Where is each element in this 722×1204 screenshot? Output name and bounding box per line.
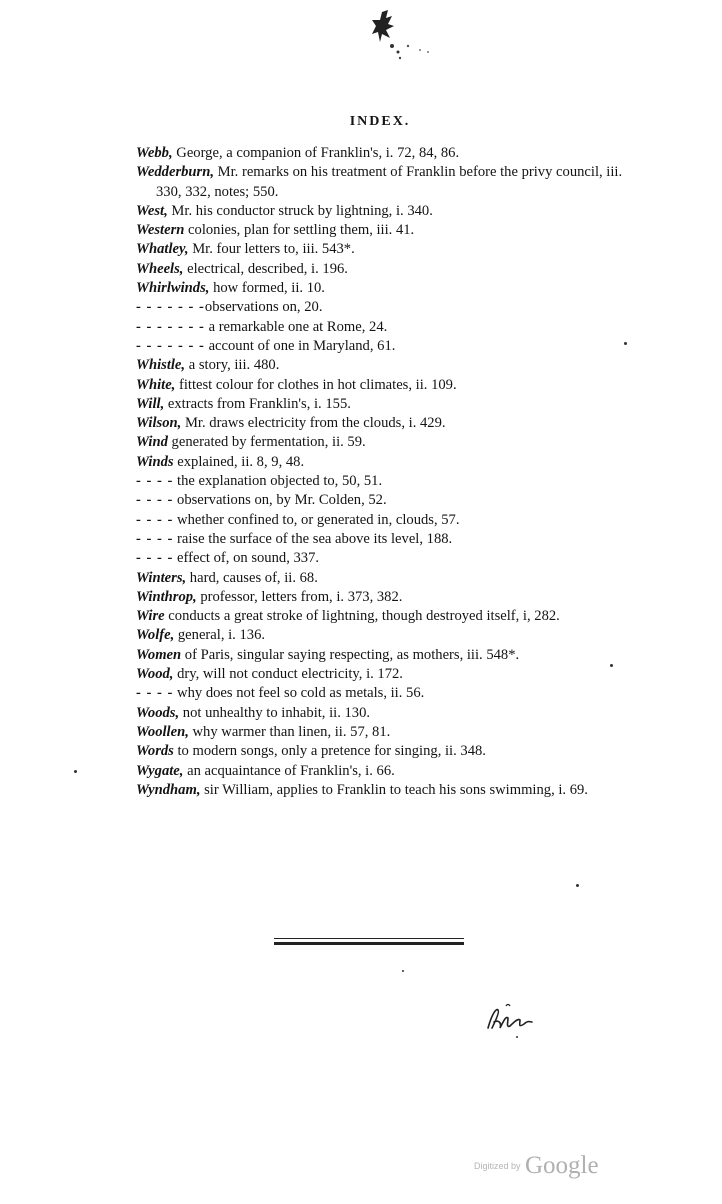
entry-dash: - - - - xyxy=(136,685,174,702)
index-entry xyxy=(136,240,636,259)
index-entry xyxy=(136,221,636,240)
index-entry xyxy=(136,723,636,742)
entry-text: sir William, applies to Franklin to teach his sons swimming, i. 69. xyxy=(200,781,588,798)
entry-text: generated by fermentation, ii. 59. xyxy=(167,434,366,451)
index-entries xyxy=(136,144,636,800)
index-subentry xyxy=(136,491,636,510)
entry-head: Winds xyxy=(136,453,174,470)
index-entry xyxy=(136,762,636,781)
entry-head: Whirlwinds, xyxy=(136,280,210,297)
index-entry xyxy=(136,704,636,723)
index-subentry xyxy=(136,298,636,317)
index-entry xyxy=(136,279,636,298)
entry-text: not unhealthy to inhabit, ii. 130. xyxy=(179,704,371,721)
entry-head: Winthrop, xyxy=(136,588,197,605)
entry-text: raise the surface of the sea above its level, 188. xyxy=(173,530,453,547)
entry-text: dry, will not conduct electricity, i. 172. xyxy=(173,666,403,683)
entry-text: why does not feel so cold as metals, ii. 56. xyxy=(173,685,425,702)
page-heading: INDEX. xyxy=(349,114,411,129)
entry-text: George, a companion of Franklin's, i. 72, 84, 86. xyxy=(172,145,460,161)
speck-mark xyxy=(624,342,627,345)
speck-mark xyxy=(576,884,579,887)
entry-text: conducts a great stroke of lightning, though destroyed itself, i, 282. xyxy=(164,608,560,625)
entry-head: Woollen, xyxy=(136,723,189,740)
entry-head: Wolfe, xyxy=(136,627,175,644)
handwritten-mark-icon xyxy=(484,1000,534,1034)
entry-head: Whatley, xyxy=(136,241,189,258)
entry-text: Mr. his conductor struck by lightning, i. 340. xyxy=(167,202,433,219)
index-entry xyxy=(136,163,636,202)
entry-text: Mr. remarks on his treatment of Franklin before the privy council, iii. 330, 332, notes; 550. xyxy=(156,164,623,200)
index-subentry xyxy=(136,511,636,530)
index-entry xyxy=(136,376,636,395)
entry-dash: - - - - xyxy=(136,492,174,509)
entry-dash: - - - - xyxy=(136,530,174,547)
entry-dash: - - - - xyxy=(136,473,174,490)
index-entry xyxy=(136,414,636,433)
speck-mark xyxy=(516,1036,518,1038)
entry-dash: - - - - xyxy=(136,511,174,528)
entry-text: effect of, on sound, 337. xyxy=(173,550,320,567)
entry-head: Wheels, xyxy=(136,260,184,277)
index-entry xyxy=(136,646,636,665)
entry-text: to modern songs, only a pretence for singing, ii. 348. xyxy=(173,743,486,760)
entry-text: explained, ii. 8, 9, 48. xyxy=(173,453,305,470)
entry-head: West, xyxy=(136,202,168,219)
entry-text: hard, causes of, ii. 68. xyxy=(186,569,318,586)
entry-text: whether confined to, or generated in, clouds, 57. xyxy=(173,511,460,528)
index-subentry xyxy=(136,337,636,356)
entry-dash: - - - - xyxy=(136,550,174,567)
entry-head: Woods, xyxy=(136,704,180,721)
entry-head: Words xyxy=(136,743,174,760)
entry-dash: - - - - - - - xyxy=(136,299,205,316)
index-subentry xyxy=(136,530,636,549)
ornament-icon xyxy=(372,6,442,64)
index-entry xyxy=(136,260,636,279)
entry-text: fittest colour for clothes in hot climates, ii. 109. xyxy=(175,376,457,393)
entry-text: a story, iii. 480. xyxy=(185,357,280,374)
entry-text: colonies, plan for settling them, iii. 41. xyxy=(184,222,415,239)
index-entry xyxy=(136,395,636,414)
entry-text: the explanation objected to, 50, 51. xyxy=(173,473,383,490)
entry-head: Wood, xyxy=(136,666,174,683)
entry-text: a remarkable one at Rome, 24. xyxy=(204,318,388,335)
index-entry xyxy=(136,144,636,163)
digitized-by-label: Digitized by xyxy=(474,1161,521,1171)
index-entry xyxy=(136,569,636,588)
index-subentry xyxy=(136,549,636,568)
index-subentry xyxy=(136,318,636,337)
entry-head: Women xyxy=(136,646,182,663)
index-entry xyxy=(136,202,636,221)
entry-text: general, i. 136. xyxy=(174,627,266,644)
google-logo: Google xyxy=(524,1152,599,1179)
entry-text: how formed, ii. 10. xyxy=(209,280,325,297)
divider-rule xyxy=(274,938,464,939)
index-entry xyxy=(136,665,636,684)
entry-head: White, xyxy=(136,376,176,393)
entry-dash: - - - - - - - xyxy=(136,318,205,335)
entry-head: Whistle, xyxy=(136,357,186,374)
entry-head: Wedderburn, xyxy=(136,164,214,181)
entry-head: Western xyxy=(136,222,185,239)
entry-text: of Paris, singular saying respecting, as mothers, iii. 548*. xyxy=(181,646,520,663)
index-entry xyxy=(136,742,636,761)
entry-text: account of one in Maryland, 61. xyxy=(204,337,396,354)
divider-rule-thick xyxy=(274,942,464,945)
entry-text: Mr. draws electricity from the clouds, i. 429. xyxy=(181,415,446,432)
entry-head: Will, xyxy=(136,395,165,412)
entry-text: an acquaintance of Franklin's, i. 66. xyxy=(183,762,395,779)
index-entry xyxy=(136,588,636,607)
digitized-watermark xyxy=(474,1152,599,1180)
index-entry xyxy=(136,453,636,472)
speck-mark xyxy=(402,970,404,972)
index-subentry xyxy=(136,684,636,703)
entry-dash: - - - - - - - xyxy=(136,337,205,354)
entry-text: Mr. four letters to, iii. 543*. xyxy=(188,241,355,258)
index-subentry xyxy=(136,472,636,491)
entry-text: extracts from Franklin's, i. 155. xyxy=(164,395,351,412)
speck-mark xyxy=(74,770,77,773)
entry-head: Wind xyxy=(136,434,168,451)
entry-head: Wilson, xyxy=(136,415,182,432)
index-entry xyxy=(136,626,636,645)
speck-mark xyxy=(610,664,613,667)
index-entry xyxy=(136,781,636,800)
entry-head: Wire xyxy=(136,608,165,625)
entry-text: professor, letters from, i. 373, 382. xyxy=(196,588,403,605)
entry-head: Wyndham, xyxy=(136,781,201,798)
entry-head: Webb, xyxy=(136,145,173,161)
entry-text: electrical, described, i. 196. xyxy=(183,260,348,277)
entry-text: why warmer than linen, ii. 57, 81. xyxy=(188,723,391,740)
index-entry xyxy=(136,433,636,452)
entry-text: observations on, by Mr. Colden, 52. xyxy=(173,492,387,509)
entry-head: Wygate, xyxy=(136,762,184,779)
entry-text: observations on, 20. xyxy=(204,299,323,316)
entry-head: Winters, xyxy=(136,569,187,586)
index-entry xyxy=(136,356,636,375)
index-entry xyxy=(136,607,636,626)
